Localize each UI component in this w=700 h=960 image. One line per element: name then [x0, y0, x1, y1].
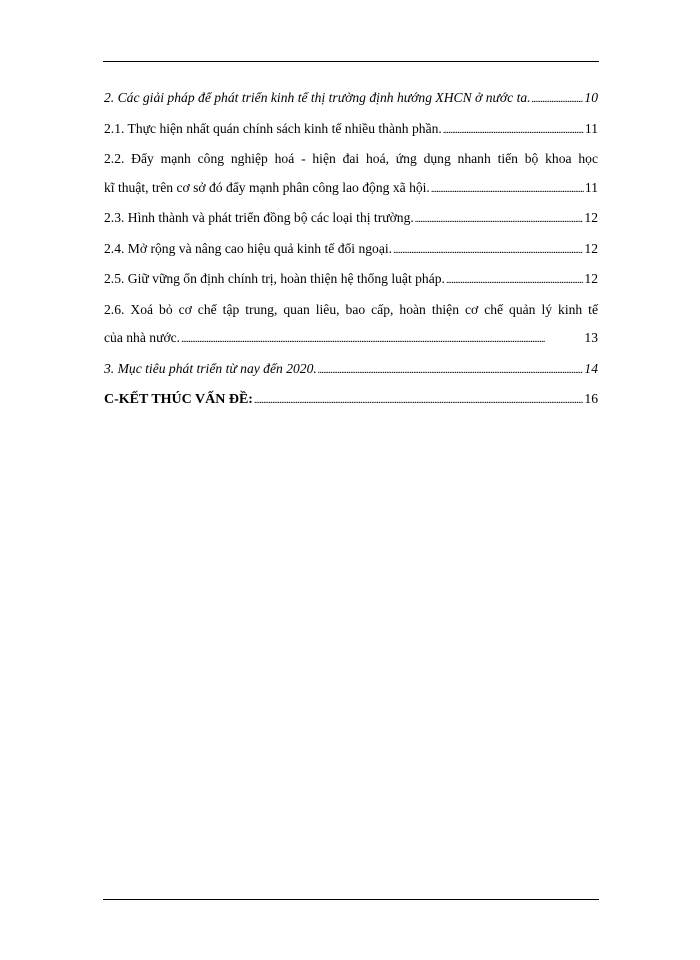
toc-entry-title-line1: 2.2. Đẩy mạnh công nghiệp hoá - hiện đai hoá, ứng dụng nhanh tiến bộ khoa học	[104, 151, 598, 166]
toc-entry-title: 2.4. Mở rộng và nâng cao hiệu quả kinh tế đối ngoại.	[104, 240, 393, 256]
toc-entry-2[interactable]	[104, 84, 598, 115]
toc-leader-dots	[446, 267, 583, 296]
toc-entry-title: 2.3. Hình thành và phát triển đồng bộ các loại thị trường.	[104, 210, 414, 225]
toc-page-number: 12	[584, 271, 598, 286]
table-of-contents	[104, 84, 598, 416]
toc-entry-2-6[interactable]	[104, 296, 598, 355]
toc-page-number: 12	[584, 210, 598, 225]
toc-leader-dots	[318, 357, 584, 386]
toc-entry-2-5[interactable]	[104, 265, 598, 296]
toc-page-number: 16	[584, 391, 598, 406]
toc-entry-title-line2: của nhà nước.	[104, 330, 181, 345]
toc-entry-2-3[interactable]	[104, 204, 598, 235]
toc-leader-dots	[254, 387, 583, 416]
toc-entry-title: 3. Mục tiêu phát triển từ nay đến 2020.	[104, 360, 317, 376]
toc-leader-dots	[443, 117, 584, 146]
toc-entry-3[interactable]	[104, 355, 598, 386]
toc-entry-conclusion[interactable]	[104, 385, 598, 416]
header-rule	[103, 61, 599, 62]
toc-entry-title: 2. Các giải pháp để phát triển kinh tế thị trường định hướng XHCN ở nước ta.	[104, 90, 531, 105]
toc-entry-title-line2: kĩ thuật, trên cơ sở đó đẩy mạnh phân công lao động xã hội.	[104, 179, 430, 195]
toc-leader-dots	[532, 86, 584, 115]
toc-entry-2-4[interactable]	[104, 235, 598, 266]
toc-page-number: 12	[584, 240, 598, 256]
toc-leader-dots	[181, 326, 583, 355]
toc-entry-title: C-KẾT THÚC VẤN ĐỀ:	[104, 392, 253, 407]
toc-entry-title: 2.1. Thực hiện nhất quán chính sách kinh tế nhiều thành phần.	[104, 120, 442, 136]
toc-leader-dots	[393, 237, 583, 266]
toc-entry-title-line1: 2.6. Xoá bỏ cơ chế tập trung, quan liêu, bao cấp, hoàn thiện cơ chế quản lý kinh tế	[104, 301, 598, 317]
toc-page-number: 14	[584, 360, 598, 376]
toc-leader-dots	[415, 206, 584, 235]
toc-entry-2-2[interactable]	[104, 145, 598, 204]
toc-entry-title: 2.5. Giữ vững ổn định chính trị, hoàn thiện hệ thống luật pháp.	[104, 271, 445, 286]
toc-page-number: 10	[584, 90, 598, 105]
toc-leader-dots	[431, 176, 584, 205]
toc-page-number: 11	[584, 120, 598, 136]
toc-page-number: 11	[584, 179, 598, 195]
footer-rule	[103, 899, 599, 900]
toc-entry-2-1[interactable]	[104, 115, 598, 146]
toc-page-number: 13	[584, 330, 598, 345]
